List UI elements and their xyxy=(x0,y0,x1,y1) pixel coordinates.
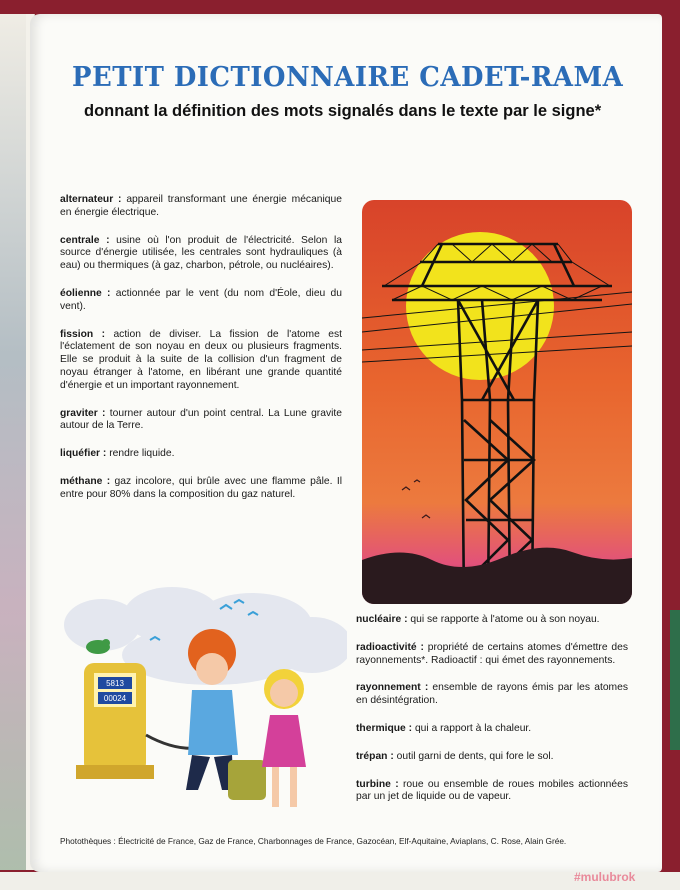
page-title: PETIT DICTIONNAIRE CADET-RAMA xyxy=(72,62,624,93)
page-subtitle: donnant la définition des mots signalés dans le texte par le signe* xyxy=(84,102,602,120)
entry-definition: rendre liquide. xyxy=(106,448,175,460)
entry-term: éolienne : xyxy=(60,287,111,299)
pylon-sunset-photo xyxy=(362,200,632,604)
photo-credits: Photothèques : Électricité de France, Gaz de France, Charbonnages de France, Gazocéan, Elf-Aquitaine, Aviaplans, C. Rose, Alain Grée. xyxy=(60,836,567,846)
entry-definition: action de diviser. La fission de l'atome est l'éclatement de son noyau en deux ou plusieurs fragments. Elle se produit à la suite de la collision d'un fragment de noyau étranger à l'atome, en libérant une grande quantité d'énergie et un important rayonnement. xyxy=(60,328,342,391)
entry-definition: outil garni de dents, qui fore le sol. xyxy=(393,750,554,762)
book-cover-edge xyxy=(662,0,680,890)
dictionary-entry xyxy=(356,751,628,764)
dictionary-entry xyxy=(60,235,342,273)
entry-term: radioactivité : xyxy=(356,641,424,653)
entry-definition: roue ou ensemble de roues mobiles actionnées par un jet de liquide ou de vapeur. xyxy=(356,778,629,803)
dictionary-entry xyxy=(60,408,342,434)
entry-term: fission : xyxy=(60,328,106,340)
jerrycan-shape xyxy=(228,760,266,800)
dictionary-entry xyxy=(356,779,628,805)
dictionary-entry xyxy=(356,723,628,736)
dictionary-column-left xyxy=(60,194,342,517)
entry-definition: actionnée par le vent (du nom d'Éole, dieu du vent). xyxy=(60,287,342,312)
entry-term: turbine : xyxy=(356,778,399,790)
entry-definition: qui se rapporte à l'atome ou à son noyau. xyxy=(407,614,600,625)
dictionary-entry xyxy=(60,194,342,220)
entry-definition: gaz incolore, qui brûle avec une flamme pâle. Il entre pour 80% dans la composition du gaz naturel. xyxy=(60,475,342,500)
pump-counter-bottom: 00024 xyxy=(103,694,127,703)
dictionary-entry xyxy=(60,329,342,393)
entry-definition: propriété de certains atomes d'émettre des rayonnements*. Radioactif : qui émet des rayonnements. xyxy=(356,641,629,666)
dictionary-entry xyxy=(60,288,342,314)
entry-definition: usine où l'on produit de l'électricité. Selon la source d'énergie utilisée, les centrales sont hydrauliques (à eau) ou thermiques (à gaz, charbon, pétrole, ou nucléaires). xyxy=(60,234,342,272)
entry-definition: qui a rapport à la chaleur. xyxy=(412,722,532,734)
entry-term: graviter : xyxy=(60,407,106,419)
entry-term: nucléaire : xyxy=(356,614,408,625)
dictionary-entry xyxy=(356,614,628,627)
dictionary-entry xyxy=(60,448,342,461)
children-gas-pump-illustration xyxy=(62,585,347,830)
entry-term: alternateur : xyxy=(60,194,122,205)
entry-term: rayonnement : xyxy=(356,682,429,694)
entry-term: centrale : xyxy=(60,234,110,246)
dictionary-entry xyxy=(356,642,628,668)
dictionary-entry xyxy=(356,682,628,708)
pump-counter-top: 5813 xyxy=(106,679,124,688)
previous-page-strip xyxy=(0,14,26,870)
watermark: #mulubrok xyxy=(574,870,636,884)
entry-definition: appareil transformant une énergie mécanique en énergie électrique. xyxy=(60,194,342,218)
entry-term: thermique : xyxy=(356,722,413,734)
entry-term: méthane : xyxy=(60,475,111,487)
dictionary-column-right xyxy=(356,614,628,819)
dictionary-entry xyxy=(60,476,342,502)
entry-term: liquéfier : xyxy=(60,448,107,460)
next-book-edge xyxy=(670,610,680,750)
entry-term: trépan : xyxy=(356,750,394,762)
entry-definition: tourner autour d'un point central. La Lune gravite autour de la Terre. xyxy=(60,407,342,432)
entry-definition: ensemble de rayons émis par les atomes en désintégration. xyxy=(356,682,628,707)
